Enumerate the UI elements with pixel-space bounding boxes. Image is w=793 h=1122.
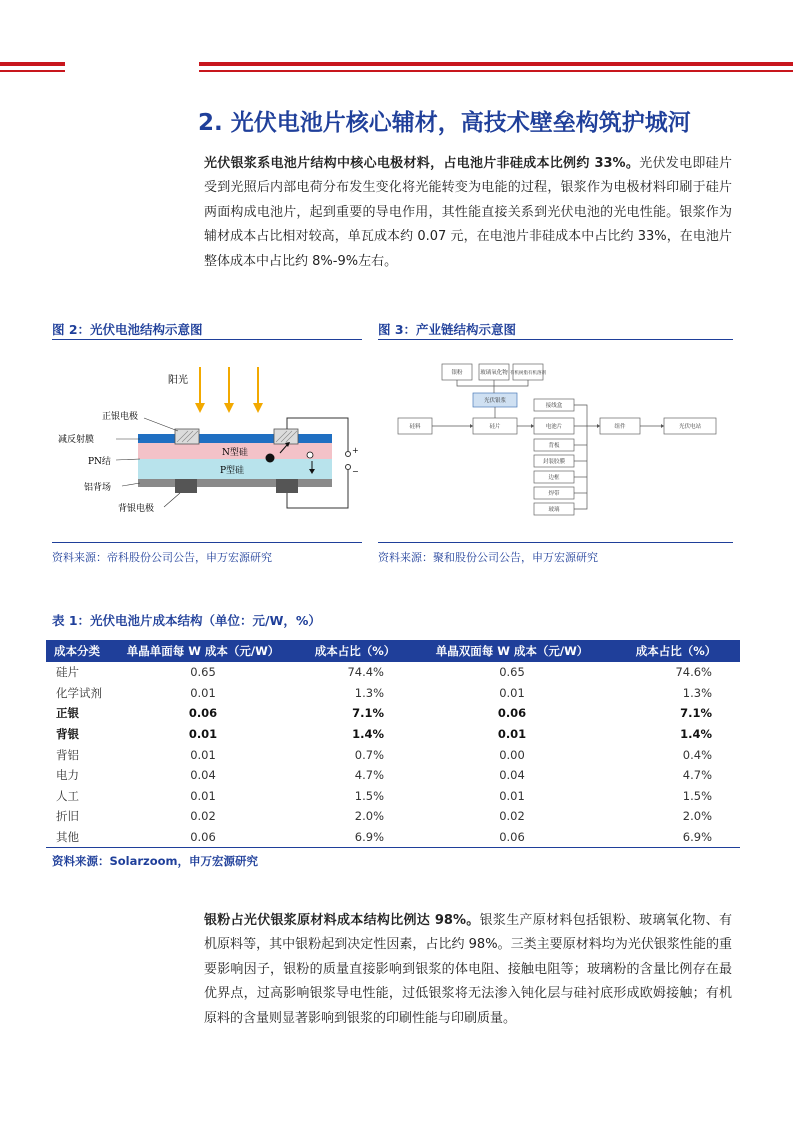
- node-silicon-text: 硅料: [409, 424, 421, 430]
- outro-paragraph: [204, 909, 732, 1031]
- table-row: [46, 703, 740, 724]
- outro-lead: 银粉占光伏银浆原材料成本结构比例达 98%。: [204, 913, 480, 928]
- label-minus: −: [352, 467, 359, 476]
- node-wafer-text: 硅片: [489, 424, 501, 430]
- table-cell: 0.01: [499, 788, 525, 803]
- label-n-si: N型硅: [222, 448, 248, 458]
- table-row: [46, 683, 740, 704]
- header-mono-bifacial-share: 成本占比（%）: [612, 640, 740, 662]
- table-cell: 0.06: [188, 706, 218, 721]
- table-row: [46, 806, 740, 827]
- sunlight-arrows: [195, 367, 263, 413]
- node-cell-text: 电池片: [545, 424, 563, 430]
- node-ribbon-text: 焊带: [548, 491, 560, 497]
- table-cell: 0.06: [497, 706, 527, 721]
- label-antireflection: 减反射膜: [58, 435, 95, 445]
- figure2-bottom-rule: [52, 542, 362, 543]
- table-cell: 0.01: [190, 685, 216, 700]
- table-cell: 人工: [56, 788, 79, 803]
- table-row: [46, 744, 740, 765]
- header-rule-right-thin: [199, 70, 793, 72]
- node-organic-text: 有机树脂有机溶剂: [510, 371, 546, 376]
- node-pv-paste-text: 光伏银浆: [483, 398, 507, 404]
- figure3-source: 资料来源：聚和股份公司公告，申万宏源研究: [378, 551, 598, 564]
- intro-paragraph: [204, 152, 732, 274]
- header-category: 成本分类: [46, 640, 108, 662]
- table-cell: 0.01: [190, 747, 216, 762]
- table-header-row: [46, 640, 740, 662]
- table-cell: 0.00: [499, 747, 525, 762]
- table-cell: 0.7%: [354, 747, 384, 762]
- table-row: [46, 662, 740, 683]
- table-cell: 0.01: [188, 727, 218, 742]
- table-cell: 4.7%: [354, 768, 384, 783]
- table-cell: 1.3%: [354, 685, 384, 700]
- table-cell: 1.4%: [680, 727, 712, 742]
- table1-title: 表 1：光伏电池片成本结构（单位：元/W，%）: [52, 613, 321, 628]
- label-pn: PN结: [88, 457, 111, 467]
- label-sunlight: 阳光: [168, 375, 188, 386]
- node-pv-plant-text: 光伏电站: [678, 424, 702, 430]
- table-cell: 正银: [56, 706, 79, 721]
- table-cell: 0.01: [190, 788, 216, 803]
- table-cell: 化学试剂: [56, 685, 102, 700]
- table-cell: 74.6%: [675, 665, 712, 680]
- back-electrode-left: [175, 479, 197, 493]
- industry-chain-diagram: [378, 343, 733, 538]
- table-cell: 0.06: [412, 827, 612, 848]
- section-title: 2. 光伏电池片核心辅材，高技术壁垒构筑护城河: [198, 110, 691, 136]
- table-cell: 其他: [46, 827, 108, 848]
- header-mono-bifacial-cost: 单晶双面每 W 成本（元/W）: [412, 640, 612, 662]
- hole-dot: [307, 452, 313, 458]
- label-al-field: 铝背场: [84, 483, 112, 493]
- table-cell: 0.65: [499, 665, 525, 680]
- figure2-rule: [52, 339, 362, 340]
- table-cell: 0.02: [499, 809, 525, 824]
- outro-body: 银浆生产原材料包括银粉、玻璃氧化物、有机原料等，其中银粉起到决定性因素，占比约 98%。三类主要原材料均为光伏银浆性能的重要影响因子，银粉的质量直接影响到银浆的体电阻、接触电阻等；玻璃粉的含量比例存在最优界点，过高影响银浆导电性能，过低银浆将无法渗入钝化层与硅衬底形成欧姆接触；有机原料的含量则显著影响到银浆的印刷性能与印刷质量。: [204, 913, 732, 1026]
- al-back-field: [138, 479, 332, 487]
- table-cell: 0.65: [190, 665, 216, 680]
- table-cell: 6.9%: [612, 827, 740, 848]
- table-cell: 电力: [56, 768, 79, 783]
- header-mono-single-share: 成本占比（%）: [298, 640, 412, 662]
- figure3-bottom-rule: [378, 542, 733, 543]
- node-module-text: 组件: [614, 424, 626, 430]
- table-cell: 0.01: [497, 727, 527, 742]
- table-row: [46, 765, 740, 786]
- table-cell: 2.0%: [682, 809, 712, 824]
- header-rule-left-thick: [0, 62, 65, 66]
- figure2-source: 资料来源：帝科股份公司公告，申万宏源研究: [52, 551, 272, 564]
- table-row: [46, 724, 740, 745]
- node-encapsulant-text: 封装胶膜: [542, 459, 566, 465]
- node-backsheet-text: 背板: [548, 443, 560, 449]
- node-al-frame-text: 边框: [548, 475, 560, 481]
- table-row: [46, 786, 740, 807]
- figure3-rule: [378, 339, 733, 340]
- table1-source: 资料来源：Solarzoom，申万宏源研究: [52, 854, 259, 868]
- node-glass-oxide-text: 玻璃氧化物: [480, 370, 508, 376]
- header-rule-left-thin: [0, 70, 65, 72]
- label-plus: +: [352, 446, 359, 455]
- table-cell: 7.1%: [680, 706, 712, 721]
- table-cell: 1.3%: [682, 685, 712, 700]
- header-rule-right-thick: [199, 62, 793, 66]
- label-back-electrode: 背银电极: [118, 504, 155, 514]
- intro-lead: 光伏银浆系电池片结构中核心电极材料，占电池片非硅成本比例约 33%。: [204, 156, 640, 171]
- table-cell: 0.06: [108, 827, 298, 848]
- back-electrode-right: [276, 479, 298, 493]
- table-cell: 0.04: [190, 768, 216, 783]
- table-cell: 0.02: [190, 809, 216, 824]
- label-p-si: P型硅: [220, 466, 245, 476]
- table-cell: 背铝: [56, 747, 79, 762]
- table-cell: 74.4%: [347, 665, 384, 680]
- node-frame-text: 接线盒: [545, 403, 563, 409]
- table-cell: 折旧: [56, 809, 79, 824]
- table-cell: 7.1%: [352, 706, 384, 721]
- electron-dot: [266, 454, 275, 463]
- table-cell: 1.5%: [682, 788, 712, 803]
- solar-cell-diagram: [52, 343, 362, 538]
- table-cell: 4.7%: [682, 768, 712, 783]
- antireflection-layer: [138, 434, 332, 443]
- header-mono-single-cost: 单晶单面每 W 成本（元/W）: [108, 640, 298, 662]
- table-cell: 0.04: [499, 768, 525, 783]
- table-row: [46, 827, 740, 848]
- table-cell: 1.5%: [354, 788, 384, 803]
- intro-body: 光伏发电即硅片受到光照后内部电荷分布发生变化将光能转变为电能的过程，银浆作为电极材料印刷于硅片两面构成电池片，起到重要的导电作用，其性能直接关系到光伏电池的光电性能。银浆作为辅材成本占比相对较高，单瓦成本约 0.07 元，在电池片非硅成本中占比约 33%，在电池片整体成本中占比约 8%-9%左右。: [204, 156, 732, 269]
- node-silver-powder-text: 银粉: [451, 370, 463, 376]
- table-cell: 2.0%: [354, 809, 384, 824]
- figure3-title: 图 3：产业链结构示意图: [378, 322, 517, 337]
- label-front-electrode: 正银电极: [102, 412, 139, 422]
- table-cell: 背银: [56, 727, 79, 742]
- figure2-title: 图 2：光伏电池结构示意图: [52, 322, 203, 337]
- node-glass-text: 玻璃: [548, 507, 560, 513]
- table-cell: 6.9%: [298, 827, 412, 848]
- table-cell: 硅片: [56, 665, 79, 680]
- cost-structure-table: [46, 640, 740, 848]
- table-cell: 1.4%: [352, 727, 384, 742]
- table-cell: 0.4%: [682, 747, 712, 762]
- table-cell: 0.01: [499, 685, 525, 700]
